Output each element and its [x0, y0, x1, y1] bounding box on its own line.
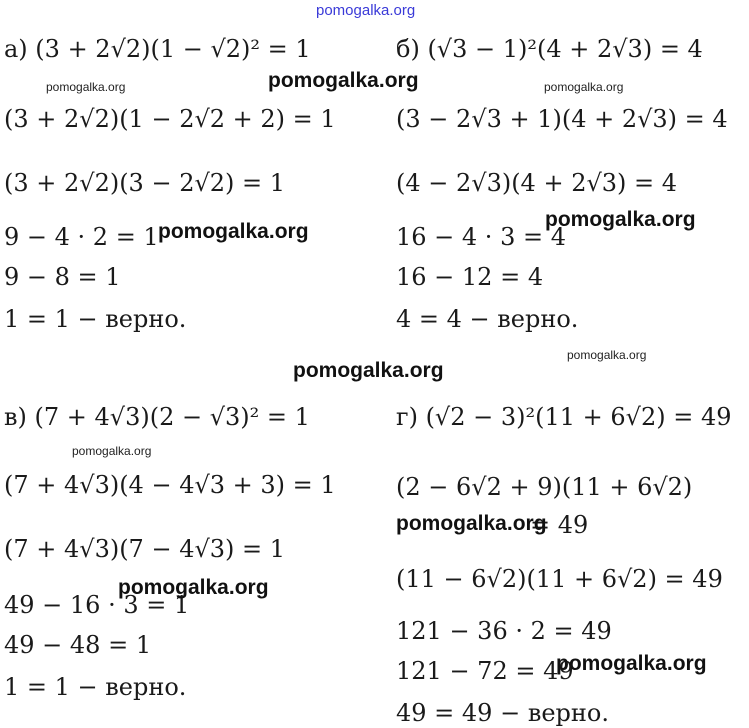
problem-b-line-4: 16 − 4 · 3 = 4	[396, 223, 566, 251]
watermark: pomogalka.org	[556, 652, 707, 675]
problem-v-line-2: (7 + 4√3)(4 − 4√3 + 3) = 1	[4, 471, 336, 499]
problem-g-line-6: 121 − 72 = 49	[396, 657, 574, 685]
watermark: pomogalka.org	[545, 208, 696, 231]
problem-b-line-6: 4 = 4 − верно.	[396, 305, 579, 333]
watermark: pomogalka.org	[72, 444, 152, 458]
problem-v-line-3: (7 + 4√3)(7 − 4√3) = 1	[4, 535, 286, 563]
problem-b-line-1: б) (√3 − 1)²(4 + 2√3) = 4	[396, 35, 703, 63]
problem-g-line-7: 49 = 49 − верно.	[396, 699, 609, 727]
watermark: pomogalka.org	[46, 80, 126, 94]
problem-a-line-2: (3 + 2√2)(1 − 2√2 + 2) = 1	[4, 105, 336, 133]
watermark: pomogalka.org	[118, 576, 269, 599]
problem-g-line-2: (2 − 6√2 + 9)(11 + 6√2)	[396, 473, 693, 501]
watermark: pomogalka.org	[268, 69, 419, 92]
watermark: pomogalka.org	[293, 359, 444, 382]
watermark: pomogalka.org	[567, 348, 647, 362]
watermark: pomogalka.org	[396, 512, 547, 535]
problem-v-line-4: 49 − 16 · 3 = 1	[4, 591, 190, 619]
watermark: pomogalka.org	[158, 220, 309, 243]
problem-g-line-5: 121 − 36 · 2 = 49	[396, 617, 612, 645]
problem-v-line-5: 49 − 48 = 1	[4, 631, 152, 659]
watermark-top: pomogalka.org	[316, 2, 416, 19]
watermark: pomogalka.org	[544, 80, 624, 94]
problem-g-line-1: г) (√2 − 3)²(11 + 6√2) = 49	[396, 403, 732, 431]
problem-g-line-3: = 49	[530, 511, 589, 539]
problem-g-line-4: (11 − 6√2)(11 + 6√2) = 49	[396, 565, 723, 593]
problem-a-line-3: (3 + 2√2)(3 − 2√2) = 1	[4, 169, 286, 197]
problem-a-line-6: 1 = 1 − верно.	[4, 305, 187, 333]
problem-b-line-2: (3 − 2√3 + 1)(4 + 2√3) = 4	[396, 105, 728, 133]
problem-a-line-4: 9 − 4 · 2 = 1	[4, 223, 159, 251]
problem-a-line-5: 9 − 8 = 1	[4, 263, 121, 291]
problem-v-line-1: в) (7 + 4√3)(2 − √3)² = 1	[4, 403, 310, 431]
problem-v-line-6: 1 = 1 − верно.	[4, 673, 187, 701]
problem-a-line-1: а) (3 + 2√2)(1 − √2)² = 1	[4, 35, 311, 63]
problem-b-line-3: (4 − 2√3)(4 + 2√3) = 4	[396, 169, 678, 197]
problem-b-line-5: 16 − 12 = 4	[396, 263, 544, 291]
